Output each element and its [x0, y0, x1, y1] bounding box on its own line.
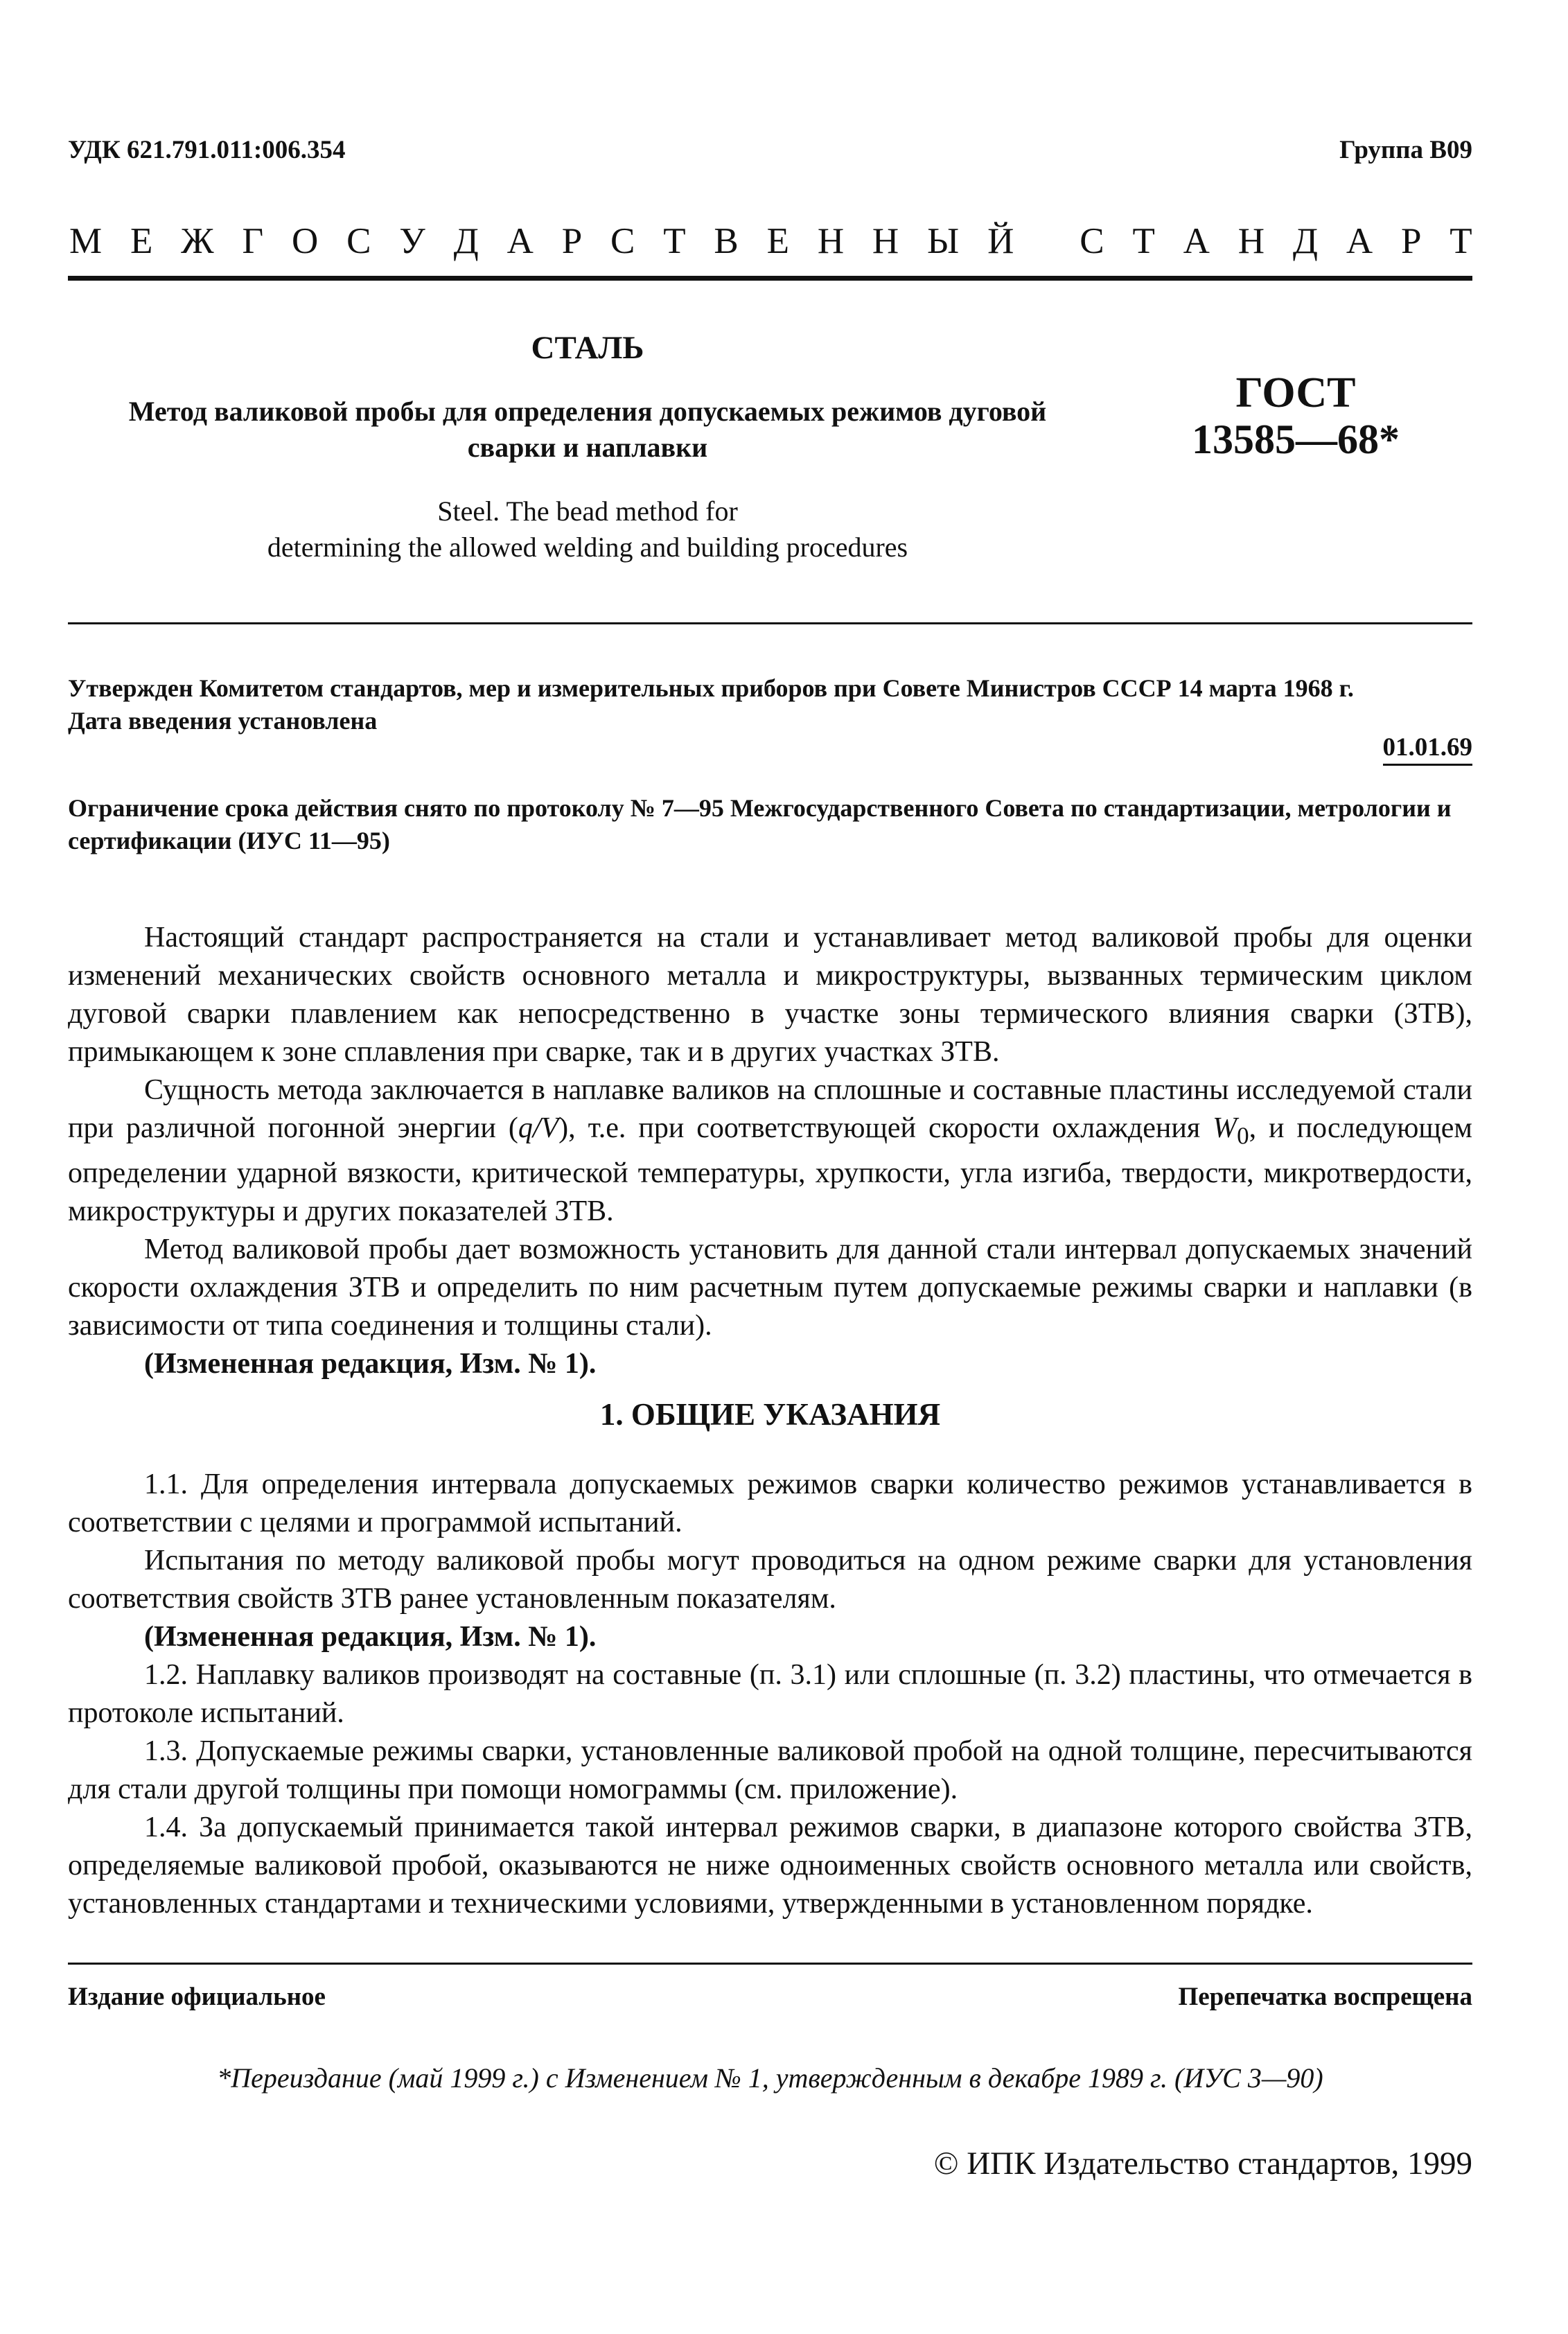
banner-letter: О — [291, 221, 319, 261]
document-title: СТАЛЬ — [531, 330, 644, 366]
banner-letter: Д — [1292, 221, 1319, 261]
subtitle-line-2: сварки и наплавки — [467, 432, 708, 463]
english-title-line-1: Steel. The bead method for — [437, 495, 738, 527]
header-rule — [68, 276, 1472, 281]
banner-letter: Н — [1237, 221, 1265, 261]
official-edition: Издание официальное — [68, 1983, 326, 2011]
gost-label: ГОСТ — [1235, 369, 1356, 416]
banner-letter: С — [346, 221, 371, 261]
english-title-line-2: determining the allowed welding and building procedures — [267, 532, 908, 563]
cooling-rate-subscript: 0 — [1237, 1122, 1249, 1150]
clause-1-3: 1.3. Допускаемые режимы сварки, установленные валиковой пробой на одной толщине, пересчитываются для стали другой толщины при помощи номограммы (см. приложение). — [68, 1735, 1472, 1805]
intro-section — [68, 919, 1472, 1383]
clause-1-4: 1.4. За допускаемый принимается такой интервал режимов сварки, в диапазоне которого свойства ЗТВ, определяемые валиковой пробой, оказываются не ниже одноименных свойств основного металла или свойств, установленных стандартами и техническими условиями, утвержденными в установленном порядке. — [68, 1811, 1472, 1920]
udk-code: УДК 621.791.011:006.354 — [68, 136, 346, 164]
intro-paragraph-1: Настоящий стандарт распространяется на стали и устанавливает метод валиковой пробы для оценки изменений механических свойств основного металла и микроструктуры, вызванных термическим циклом дуговой сварки плавлением как непосредственно в участке зоны термического влияния сварки (ЗТВ), примыкающем к зоне сплавления при сварке, так и в других участках ЗТВ. — [68, 922, 1472, 1068]
intro-paragraph-3: Метод валиковой пробы дает возможность установить для данной стали интервал допускаемых значений скорости охлаждения ЗТВ и определить по ним расчетным путем допускаемые режимы сварки и наплавки (в зависимости от типа соединения и толщины стали). — [68, 1234, 1472, 1342]
banner-letter: Д — [453, 221, 479, 261]
banner-letter: Ы — [927, 221, 960, 261]
english-title — [68, 493, 1107, 565]
document-subtitle — [68, 394, 1107, 466]
reissue-note: *Переиздание (май 1999 г.) с Изменением № 1, утвержденным в декабре 1989 г. (ИУС 3—90) — [217, 2062, 1323, 2094]
clause-1-2: 1.2. Наплавку валиков производят на составные (п. 3.1) или сплошные (п. 3.2) пластины, что отмечается в протоколе испытаний. — [68, 1659, 1472, 1729]
banner-letter: Р — [1400, 221, 1422, 261]
cooling-rate-symbol: W — [1213, 1112, 1237, 1144]
amendment-note-1: (Измененная редакция, Изм. № 1). — [144, 1348, 597, 1380]
intro-date: 01.01.69 — [1383, 732, 1473, 766]
banner-letter: М — [69, 221, 103, 261]
intro-date-label: Дата введения установлена — [68, 707, 378, 735]
intro-p2-part-a: Сущность метода заключается в наплавке валиков на сплошные и составные пластины исследуемой стали при различной погонной энергии ( — [68, 1074, 1472, 1144]
banner-letter: У — [399, 221, 425, 261]
banner-letter: Г — [242, 221, 264, 261]
restriction-note: Ограничение срока действия снято по протоколу № 7—95 Межгосударственного Совета по стандартизации, метрологии и сертификации (ИУС 11—95) — [68, 794, 1452, 854]
subtitle-line-1: Метод валиковой пробы для определения допускаемых режимов дуговой — [128, 396, 1047, 427]
copyright: © ИПК Издательство стандартов, 1999 — [933, 2146, 1472, 2182]
intro-p2-part-c: , и последующем определении ударной вязкости, критической температуры, хрупкости, угла изгиба, твердости, микротвердости, микроструктуры и других показателей ЗТВ. — [68, 1112, 1472, 1228]
banner-letter: Н — [872, 221, 899, 261]
banner-letter: А — [1183, 221, 1210, 261]
intro-paragraph-2 — [68, 1071, 1472, 1231]
gost-number: 13585—68* — [1192, 416, 1400, 462]
banner-letter — [1042, 220, 1051, 262]
amendment-note-2: (Измененная редакция, Изм. № 1). — [144, 1621, 597, 1653]
clause-1-1-note: Испытания по методу валиковой пробы могут проводиться на одном режиме сварки для установления соответствия свойств ЗТВ ранее установленным показателям. — [68, 1545, 1472, 1615]
banner-letter: Е — [766, 221, 789, 261]
banner-letter: Й — [987, 221, 1014, 261]
footer-rule — [68, 1963, 1472, 1965]
banner-letter: А — [506, 221, 534, 261]
energy-symbol: q/V — [518, 1112, 559, 1144]
banner-letter: Н — [817, 221, 845, 261]
section-1-body — [68, 1466, 1472, 1923]
clause-1-1: 1.1. Для определения интервала допускаемых режимов сварки количество режимов устанавливается в соответствии с целями и программой испытаний. — [68, 1468, 1472, 1538]
group-code: Группа В09 — [1339, 136, 1472, 164]
banner-letter: Т — [1132, 221, 1155, 261]
title-rule — [68, 622, 1472, 624]
banner-letter: А — [1346, 221, 1373, 261]
banner-letter: В — [714, 221, 739, 261]
banner-letter: С — [610, 221, 635, 261]
banner-letter: Р — [561, 221, 583, 261]
section-1-heading: 1. ОБЩИЕ УКАЗАНИЯ — [599, 1397, 941, 1432]
intro-p2-part-b: ), т.е. при соответствующей скорости охлаждения — [558, 1112, 1213, 1144]
reprint-forbidden: Перепечатка воспрещена — [1178, 1983, 1472, 2011]
banner-letter: Е — [130, 221, 153, 261]
banner-letter: Ж — [181, 221, 214, 261]
banner-letter: Т — [663, 221, 686, 261]
banner-letter: Т — [1450, 221, 1472, 261]
banner-letter: С — [1080, 221, 1104, 261]
interstate-standard-banner — [69, 220, 1472, 262]
approved-by: Утвержден Комитетом стандартов, мер и измерительных приборов при Совете Министров СССР 14 марта 1968 г. — [68, 674, 1354, 702]
approval-info — [68, 672, 1472, 737]
